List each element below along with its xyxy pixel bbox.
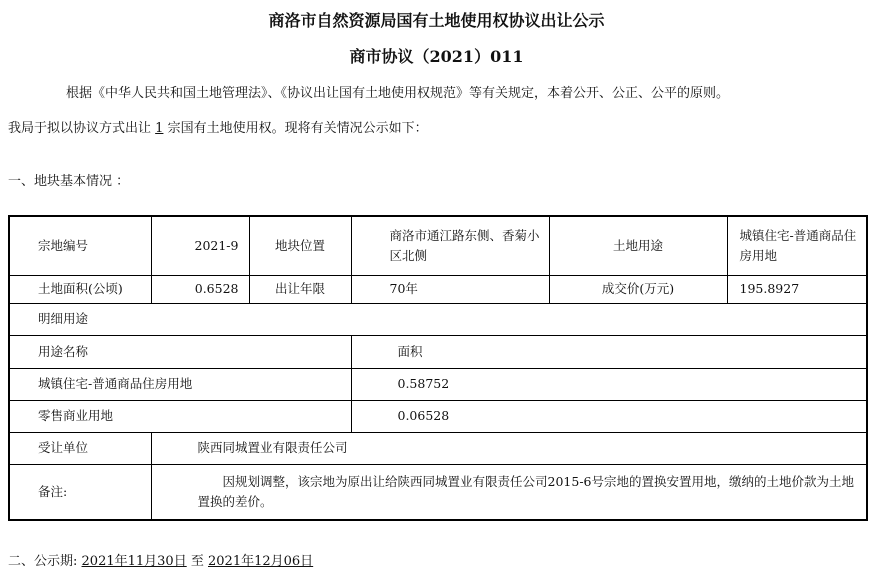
assignee-value: 陕西同城置业有限责任公司 xyxy=(151,432,867,464)
land-area-value: 0.6528 xyxy=(151,275,249,303)
term-label: 出让年限 xyxy=(249,275,351,303)
detail-name: 零售商业用地 xyxy=(9,400,351,432)
intro-line-1: 根据《中华人民共和国土地管理法》、《协议出让国有土地使用权规范》等有关规定，本着公开、公正、公平的原则。 xyxy=(66,86,730,101)
document-title: 商洛市自然资源局国有土地使用权协议出让公示 xyxy=(268,11,605,30)
table-row xyxy=(9,432,867,464)
land-use-value: 城镇住宅-普通商品住房用地 xyxy=(727,216,867,275)
detail-use-header: 明细用途 xyxy=(9,303,867,335)
parcel-code-label: 宗地编号 xyxy=(9,216,151,275)
table-row xyxy=(9,275,867,303)
detail-col-area: 面积 xyxy=(351,335,867,368)
table-row xyxy=(9,335,867,368)
intro-prefix: 我局于拟以协议方式出让 xyxy=(8,121,152,136)
table-row xyxy=(9,400,867,432)
document-number: 商市协议（2021）011 xyxy=(349,47,524,66)
location-label: 地块位置 xyxy=(249,216,351,275)
table-row xyxy=(9,464,867,520)
table-row xyxy=(9,368,867,400)
parcel-table xyxy=(8,215,868,521)
table-row xyxy=(9,303,867,335)
price-label: 成交价(万元) xyxy=(549,275,727,303)
detail-area: 0.58752 xyxy=(351,368,867,400)
intro-line-2 xyxy=(8,117,428,136)
detail-name: 城镇住宅-普通商品住房用地 xyxy=(9,368,351,400)
publicity-start: 2021年11月30日 xyxy=(81,554,187,569)
land-area-label: 土地面积(公顷) xyxy=(9,275,151,303)
publicity-end: 2021年12月06日 xyxy=(208,554,314,569)
detail-area: 0.06528 xyxy=(351,400,867,432)
publicity-period xyxy=(8,550,313,569)
intro-suffix: 宗国有土地使用权。现将有关情况公示如下： xyxy=(167,121,428,136)
remark-value: 因规划调整，该宗地为原出让给陕西同城置业有限责任公司2015-6号宗地的置换安置用地，缴纳的土地价款为土地置换的差价。 xyxy=(151,464,867,520)
parcel-code-value: 2021-9 xyxy=(151,216,249,275)
land-use-label: 土地用途 xyxy=(549,216,727,275)
remark-label: 备注: xyxy=(9,464,151,520)
publicity-label: 二、公示期: xyxy=(8,554,78,569)
assignee-label: 受让单位 xyxy=(9,432,151,464)
parcel-count: 1 xyxy=(155,121,164,136)
section-1-heading: 一、地块基本情况 ： xyxy=(8,174,130,189)
term-value: 70年 xyxy=(351,275,549,303)
detail-col-name: 用途名称 xyxy=(9,335,351,368)
table-row xyxy=(9,216,867,275)
publicity-to: 至 xyxy=(190,554,204,569)
price-value: 195.8927 xyxy=(727,275,867,303)
location-value: 商洛市通江路东侧、香菊小区北侧 xyxy=(351,216,549,275)
